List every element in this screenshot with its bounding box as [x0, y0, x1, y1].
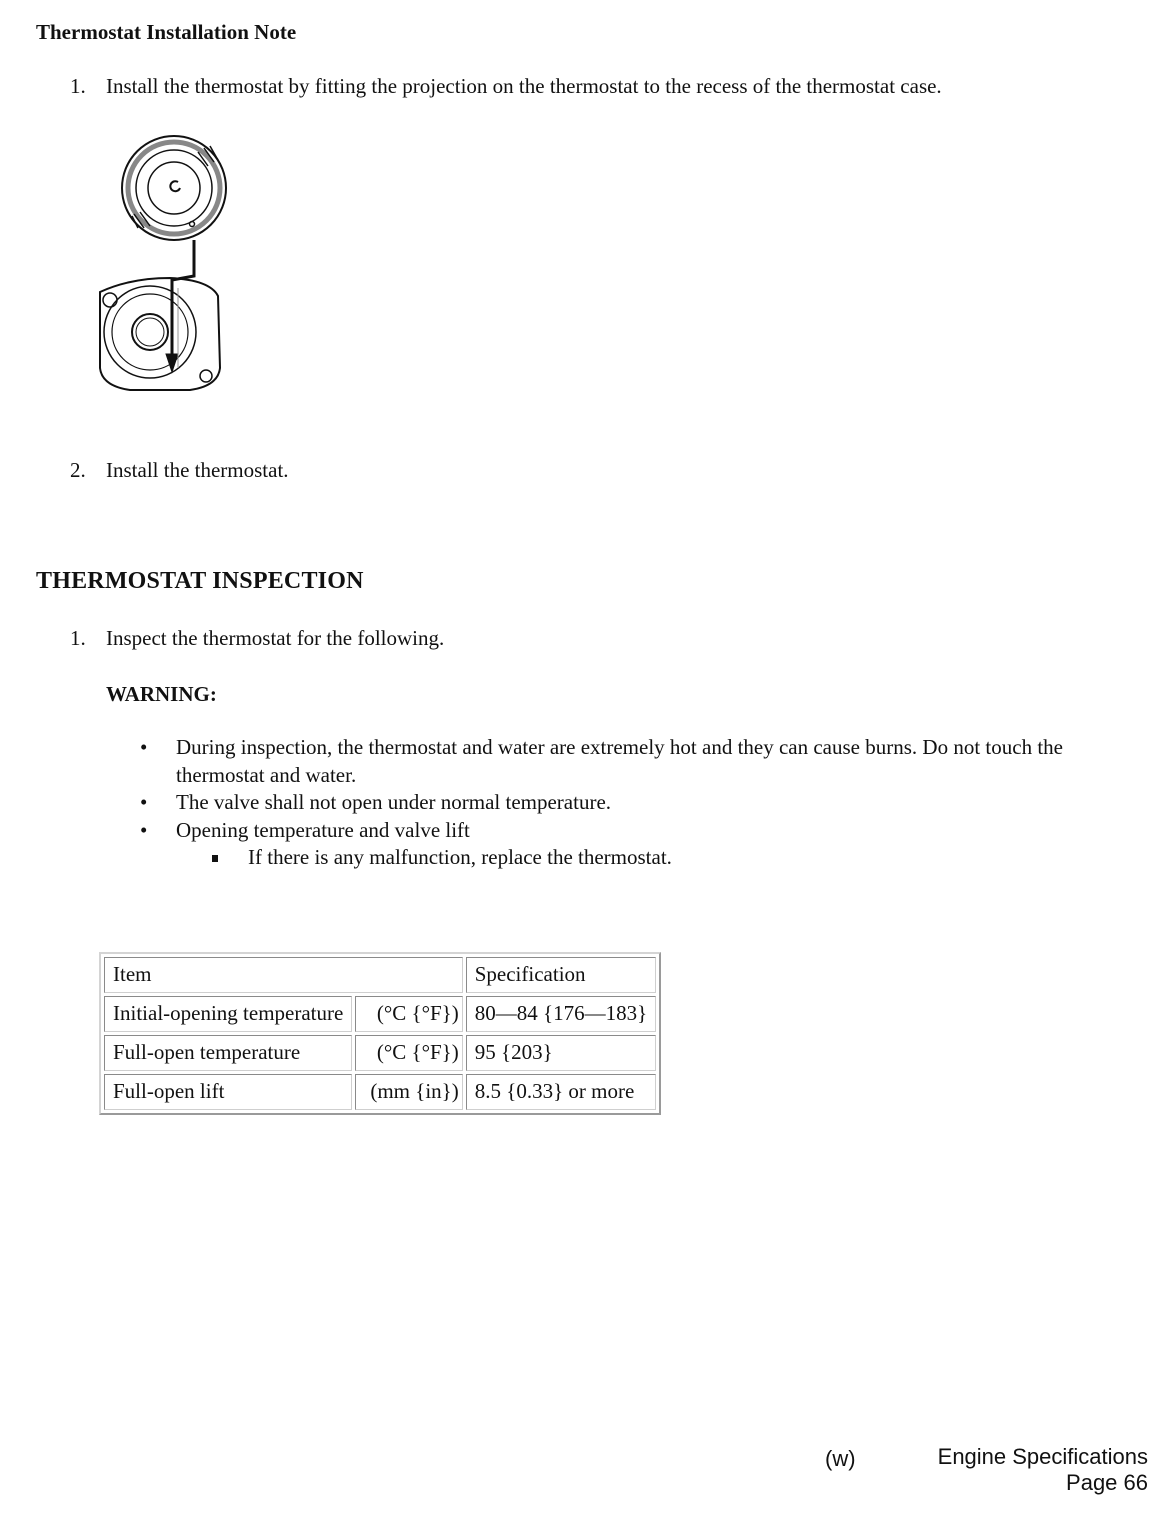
step-text: Inspect the thermostat for the following. [106, 626, 445, 650]
sub-bullet-item [140, 844, 1100, 872]
table-header-row [104, 957, 656, 993]
thermostat-installation-diagram-icon [70, 128, 240, 408]
step-number: 1. [70, 626, 86, 650]
bullet-icon: • [140, 817, 148, 842]
step-number: 2. [70, 458, 86, 482]
bullet-text: During inspection, the thermostat and water are extremely hot and they can cause burns. Do not touch the thermostat and water. [176, 735, 1063, 787]
step-number: 1. [70, 74, 86, 98]
warning-label: WARNING: [106, 682, 217, 706]
spec-table [99, 952, 661, 1115]
step-text: Install the thermostat. [106, 458, 289, 482]
cell-spec: 8.5 {0.33} or more [466, 1074, 656, 1110]
bullet-text: Opening temperature and valve lift [176, 817, 470, 842]
footer-page-number: Page 66 [1066, 1470, 1148, 1495]
cell-unit: (mm {in}) [355, 1074, 462, 1110]
bullet-item [140, 817, 1100, 845]
table-row [104, 1035, 656, 1071]
inspection-step-1 [70, 626, 770, 654]
inspection-heading: THERMOSTAT INSPECTION [36, 568, 364, 594]
cell-item: Full-open temperature [104, 1035, 352, 1071]
bullet-icon: • [140, 735, 148, 759]
installation-note-heading: Thermostat Installation Note [36, 20, 297, 44]
cell-spec: 95 {203} [466, 1035, 656, 1071]
step-text: Install the thermostat by fitting the projection on the thermostat to the recess of the thermostat case. [106, 74, 942, 98]
header-specification: Specification [466, 957, 656, 993]
sub-bullet-text: If there is any malfunction, replace the thermostat. [248, 845, 672, 869]
footer-title: Engine Specifications [937, 1444, 1148, 1469]
warning-bullet-list [140, 734, 1100, 872]
table-row [104, 996, 656, 1032]
cell-unit: (°C {°F}) [355, 996, 462, 1032]
bullet-item [140, 789, 1100, 817]
cell-item: Initial-opening temperature [104, 996, 352, 1032]
bullet-text: The valve shall not open under normal temperature. [176, 790, 612, 814]
installation-step-1 [70, 74, 1150, 102]
footer-title-block [938, 1444, 1148, 1496]
table-row [104, 1074, 656, 1110]
footer-code: (w) [825, 1446, 856, 1471]
installation-step-2 [70, 458, 670, 486]
bullet-icon: • [140, 790, 148, 814]
bullet-item [140, 734, 1100, 789]
cell-item: Full-open lift [104, 1074, 352, 1110]
square-bullet-icon [212, 855, 218, 862]
cell-unit: (°C {°F}) [355, 1035, 462, 1071]
header-item: Item [104, 957, 463, 993]
cell-spec: 80—84 {176—183} [466, 996, 656, 1032]
